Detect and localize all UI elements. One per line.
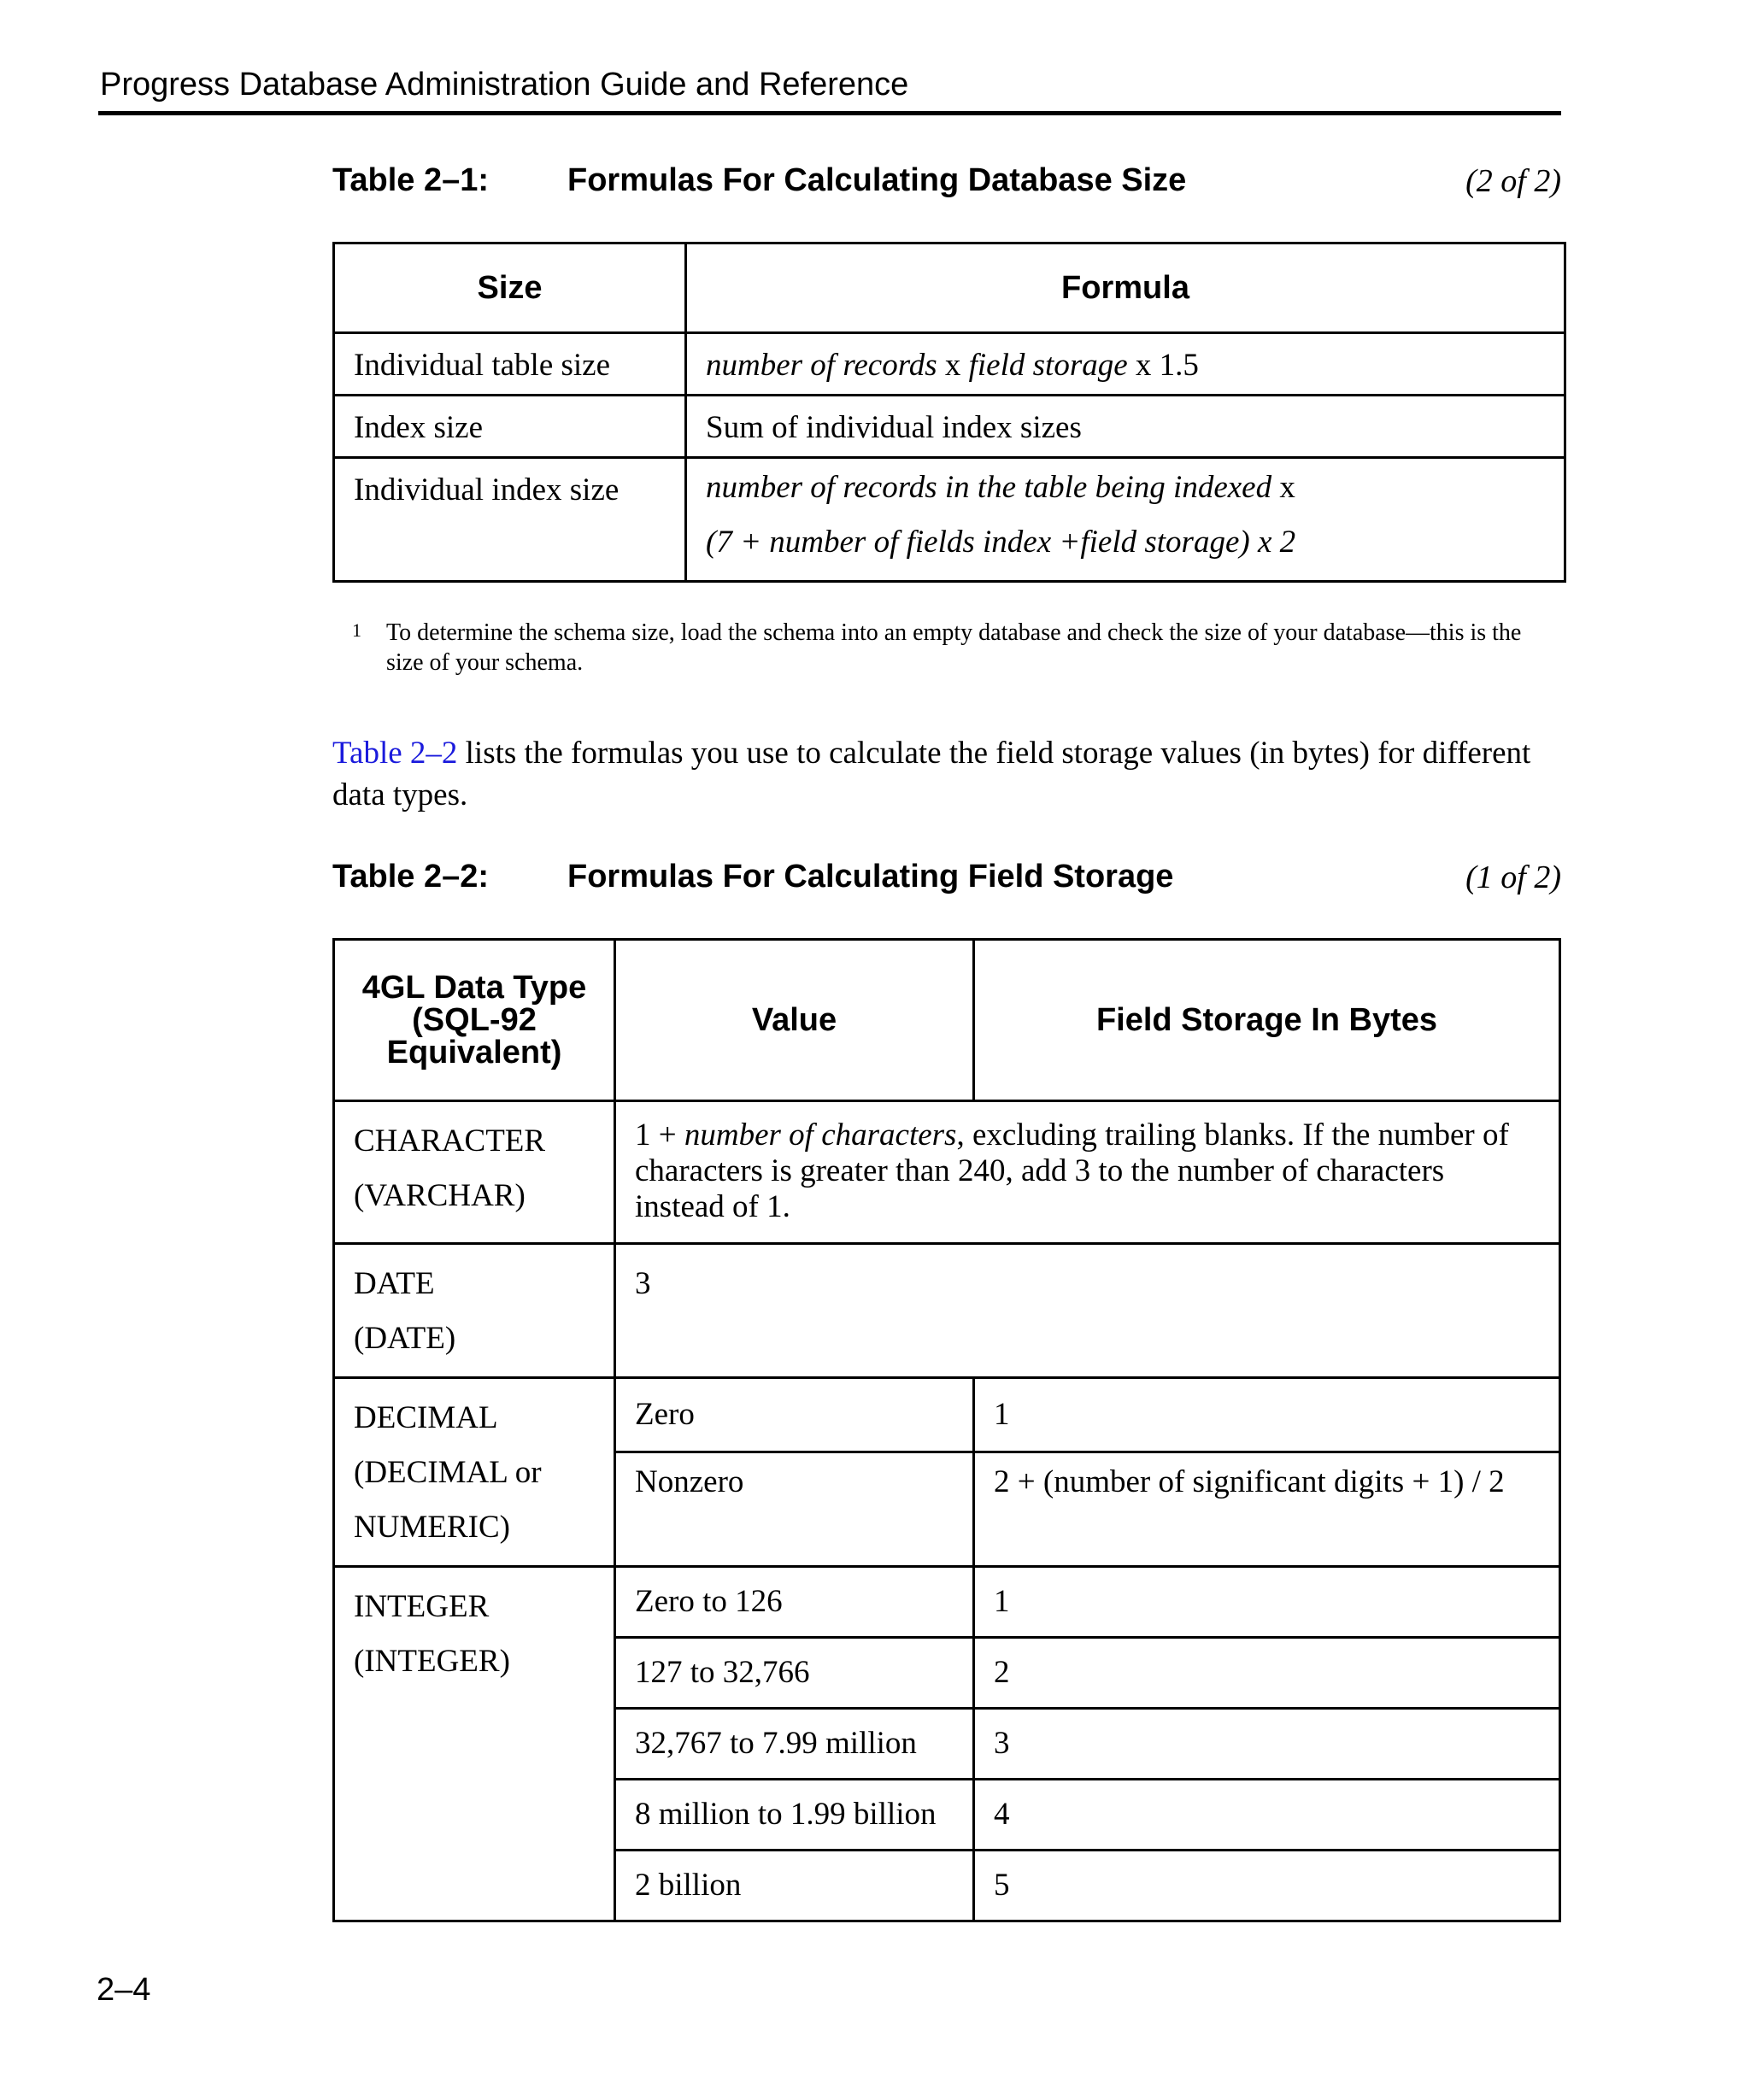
storage-cell [615,1101,1560,1244]
bytes-cell: 1 [974,1378,1560,1452]
type-name: INTEGER [354,1589,490,1624]
table1-col-formula: Formula [686,243,1565,333]
bytes-cell: 2 [974,1638,1560,1709]
bytes-cell: 3 [974,1709,1560,1780]
table1-header-row [334,243,1565,333]
table-row [334,1378,1560,1452]
table2-part: (1 of 2) [1465,859,1561,895]
type-sql: (DATE) [354,1321,456,1356]
type-name: CHARACTER [354,1123,546,1159]
table2-col-value: Value [615,940,974,1101]
table1-size-cell: Individual table size [334,333,686,396]
table2 [332,938,1561,1922]
table-row [334,458,1565,582]
storage-text: , excluding trailing blanks. If the number of characters is greater than 240, add 3 to the number of characters instead of 1. [635,1117,1509,1224]
bytes-cell: 2 + (number of significant digits + 1) / 2 [974,1452,1560,1566]
table-row [334,1567,1560,1638]
table1-col-size: Size [334,243,686,333]
table1 [332,242,1566,583]
body-paragraph [332,732,1563,816]
table1-formula-cell [686,333,1565,396]
type-cell [334,1244,615,1378]
formula-term: field storage [968,348,1128,383]
type-sql: (DECIMAL or [354,1455,542,1490]
table2-col-type: 4GL Data Type (SQL-92 Equivalent) [334,940,615,1101]
value-cell: 32,767 to 7.99 million [615,1709,974,1780]
storage-term: number of characters [684,1117,957,1153]
bytes-cell: 1 [974,1567,1560,1638]
type-sql: (VARCHAR) [354,1178,526,1213]
table1-formula-cell: Sum of individual index sizes [686,396,1565,458]
value-cell: 8 million to 1.99 billion [615,1780,974,1851]
bytes-cell: 5 [974,1851,1560,1921]
running-header: Progress Database Administration Guide and Reference [100,67,909,103]
formula-operator: x [937,348,969,383]
footnote-text: To determine the schema size, load the schema into an empty database and check the size of your database—this is the size of your schema. [386,619,1522,676]
table-row [334,333,1565,396]
value-cell: 127 to 32,766 [615,1638,974,1709]
formula-line: (7 + number of fields index +field storage) x 2 [706,525,1296,560]
table2-col-bytes: Field Storage In Bytes [974,940,1560,1101]
type-sql: NUMERIC) [354,1510,510,1545]
table-row [334,1244,1560,1378]
table1-size-cell: Index size [334,396,686,458]
type-cell [334,1378,615,1567]
table1-caption [332,162,1561,207]
table1-formula-cell [686,458,1565,582]
type-name: DATE [354,1266,435,1301]
table-row [334,1101,1560,1244]
type-name: DECIMAL [354,1400,498,1435]
bytes-cell: 4 [974,1780,1560,1851]
table1-part: (2 of 2) [1465,163,1561,199]
table2-header-row [334,940,1560,1101]
type-sql: (INTEGER) [354,1644,510,1679]
table2-title: Formulas For Calculating Field Storage [567,859,1174,895]
formula-term: number of records [706,348,937,383]
table1-title: Formulas For Calculating Database Size [567,162,1187,198]
formula-operator: x [1271,470,1295,505]
table1-size-cell: Individual index size [334,458,686,582]
footnote-mark: 1 [352,619,361,641]
value-cell: Zero to 126 [615,1567,974,1638]
type-cell [334,1101,615,1244]
table2-number: Table 2–2: [332,859,490,895]
storage-cell: 3 [615,1244,1560,1378]
page-number: 2–4 [97,1972,151,2008]
storage-text: 1 + [635,1117,684,1153]
table2-link[interactable]: Table 2–2 [332,736,458,771]
header-rule [98,111,1561,115]
value-cell: Nonzero [615,1452,974,1566]
table2-caption [332,859,1561,903]
formula-term: number of records in the table being indexed [706,470,1272,505]
formula-line [706,460,1545,515]
value-cell: Zero [615,1378,974,1452]
type-cell [334,1567,615,1921]
paragraph-text: lists the formulas you use to calculate the field storage values (in bytes) for different data types. [332,736,1531,812]
footnote [352,618,1548,678]
table-row [334,396,1565,458]
value-cell: 2 billion [615,1851,974,1921]
table1-number: Table 2–1: [332,162,490,198]
formula-operator: x 1.5 [1127,348,1199,383]
